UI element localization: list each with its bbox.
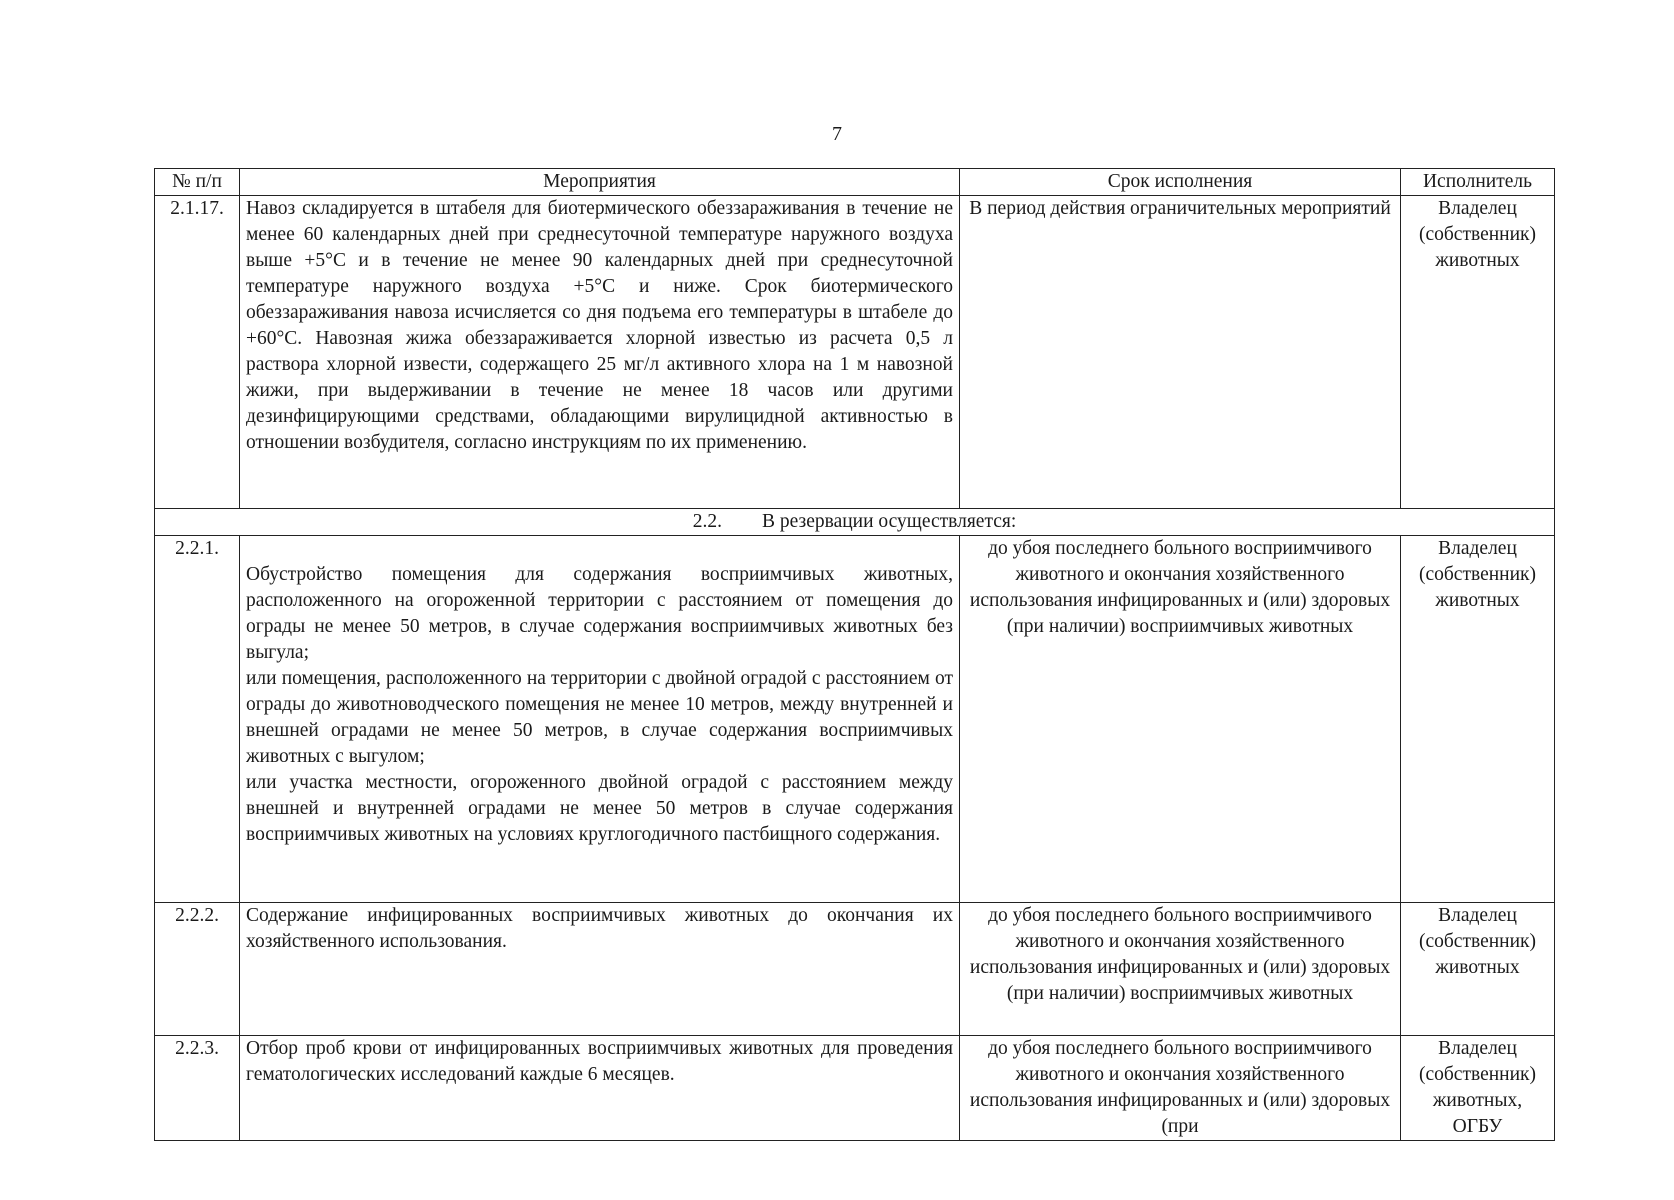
row-number: 2.2.3. <box>155 1036 240 1141</box>
row-executor: Владелец (собственник) животных <box>1401 903 1555 1036</box>
row-executor: Владелец (собственник) животных <box>1401 536 1555 903</box>
header-executor: Исполнитель <box>1401 169 1555 196</box>
section-heading <box>155 509 1555 536</box>
table-row <box>155 196 1555 509</box>
page-number: 7 <box>832 123 842 145</box>
row-term: до убоя последнего больного восприимчивого животного и окончания хозяйственного использования инфицированных и (или) здоровых (при наличии) восприимчивых животных <box>960 536 1401 903</box>
section-number: 2.2. <box>692 511 722 532</box>
row-executor: Владелец (собственник) животных <box>1401 196 1555 509</box>
table-row <box>155 903 1555 1036</box>
row-activity <box>240 536 960 903</box>
row-number: 2.1.17. <box>155 196 240 509</box>
header-activities: Мероприятия <box>240 169 960 196</box>
measures-table <box>154 168 1555 1141</box>
row-number: 2.2.1. <box>155 536 240 903</box>
row-term: до убоя последнего больного восприимчивого животного и окончания хозяйственного использования инфицированных и (или) здоровых (при наличии) восприимчивых животных <box>960 903 1401 1036</box>
table-row <box>155 1036 1555 1141</box>
row-activity: Содержание инфицированных восприимчивых животных до окончания их хозяйственного использования. <box>240 903 960 1036</box>
table-row <box>155 536 1555 903</box>
table-header-row <box>155 169 1555 196</box>
section-heading-row <box>155 509 1555 536</box>
row-activity: Навоз складируется в штабеля для биотермического обеззараживания в течение не менее 60 календарных дней при среднесуточной температуре наружного воздуха выше +5°С и в течение не менее 90 календарных дней при среднесуточной температуре наружного воздуха +5°С и ниже. Срок биотермического обеззараживания навоза исчисляется со дня подъема его температуры в штабеле до +60°С. Навозная жижа обеззараживается хлорной известью из расчета 0,5 л раствора хлорной извести, содержащего 25 мг/л активного хлора на 1 м навозной жижи, при выдерживании в течение не менее 18 часов или другими дезинфицирующими средствами, обладающими вирулицидной активностью в отношении возбудителя, согласно инструкциям по их применению. <box>240 196 960 509</box>
row-number: 2.2.2. <box>155 903 240 1036</box>
activity-paragraph: или помещения, расположенного на территории с двойной оградой с расстоянием от ограды до животноводческого помещения не менее 10 метров, между внутренней и внешней оградами не менее 50 метров, в случае содержания восприимчивых животных с выгулом; <box>246 668 953 767</box>
header-num: № п/п <box>155 169 240 196</box>
header-term: Срок исполнения <box>960 169 1401 196</box>
activity-paragraph: или участка местности, огороженного двойной оградой с расстоянием между внешней и внутренней оградами не менее 50 метров в случае содержания восприимчивых животных на условиях круглогодичного пастбищного содержания. <box>246 772 953 845</box>
row-executor: Владелец (собственник) животных, ОГБУ <box>1401 1036 1555 1141</box>
row-activity: Отбор проб крови от инфицированных восприимчивых животных для проведения гематологических исследований каждые 6 месяцев. <box>240 1036 960 1141</box>
row-term: до убоя последнего больного восприимчивого животного и окончания хозяйственного использования инфицированных и (или) здоровых (при <box>960 1036 1401 1141</box>
row-term: В период действия ограничительных мероприятий <box>960 196 1401 509</box>
activity-paragraph: Обустройство помещения для содержания восприимчивых животных, расположенного на огороженной территории с расстоянием от помещения до ограды не менее 50 метров, в случае содержания восприимчивых животных без выгула; <box>246 564 953 663</box>
section-title: В резервации осуществляется: <box>762 511 1017 532</box>
